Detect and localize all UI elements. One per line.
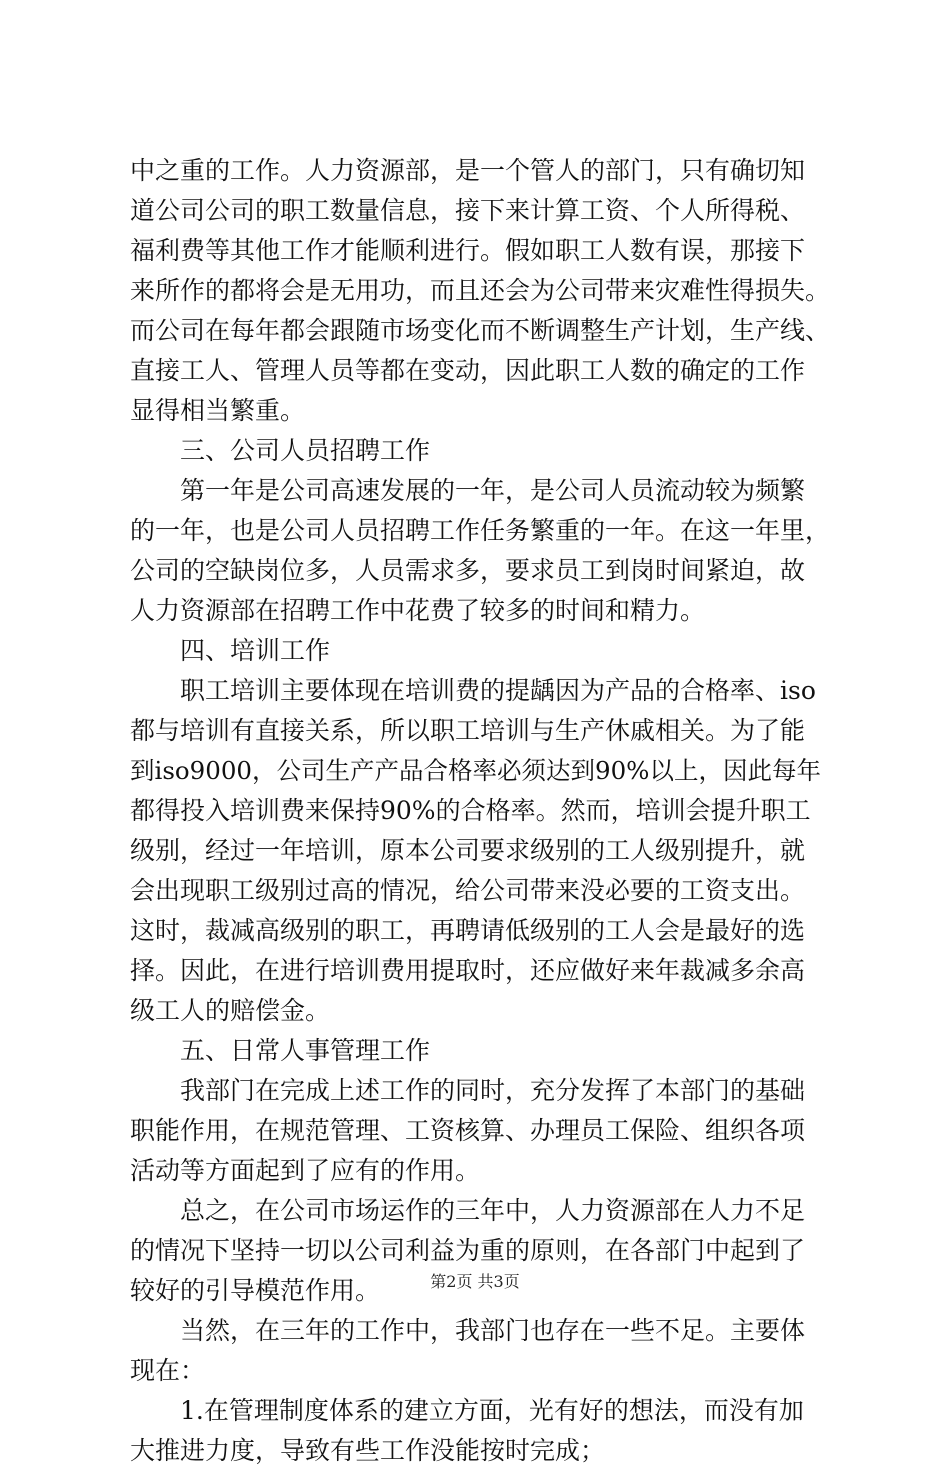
text-line: 而公司在每年都会跟随市场变化而不断调整生产计划，生产线、 bbox=[130, 316, 831, 345]
text-line: 三、公司人员招聘工作 bbox=[180, 436, 431, 465]
text-line: 都与培训有直接关系，所以职工培训与生产休戚相关。为了能 bbox=[130, 716, 806, 745]
page-footer: 第2页 共3页 bbox=[430, 1272, 520, 1291]
text-line: 1.在管理制度体系的建立方面，光有好的想法，而没有加 bbox=[180, 1396, 804, 1425]
text-line: 的一年，也是公司人员招聘工作任务繁重的一年。在这一年里， bbox=[130, 516, 831, 545]
text-line: 活动等方面起到了应有的作用。 bbox=[130, 1156, 481, 1185]
text-line: 第一年是公司高速发展的一年，是公司人员流动较为频繁 bbox=[180, 476, 806, 505]
text-line: 中之重的工作。人力资源部，是一个管人的部门，只有确切知 bbox=[130, 156, 806, 185]
text-line: 级别，经过一年培训，原本公司要求级别的工人级别提升，就 bbox=[130, 836, 806, 865]
text-line: 五、日常人事管理工作 bbox=[180, 1036, 431, 1065]
text-line: 这时，裁减高级别的职工，再聘请低级别的工人会是最好的选 bbox=[130, 916, 806, 945]
text-line: 总之，在公司市场运作的三年中，人力资源部在人力不足 bbox=[180, 1196, 806, 1225]
text-line: 公司的空缺岗位多，人员需求多，要求员工到岗时间紧迫，故 bbox=[130, 556, 806, 585]
text-line: 大推进力度，导致有些工作没能按时完成； bbox=[130, 1436, 606, 1465]
text-line: 人力资源部在招聘工作中花费了较多的时间和精力。 bbox=[130, 596, 706, 625]
text-line: 显得相当繁重。 bbox=[130, 396, 306, 425]
text-line: 直接工人、管理人员等都在变动，因此职工人数的确定的工作 bbox=[130, 356, 806, 385]
text-line: 都得投入培训费来保持90%的合格率。然而，培训会提升职工 bbox=[130, 796, 811, 825]
text-line: 职工培训主要体现在培训费的提龋因为产品的合格率、iso bbox=[180, 676, 816, 705]
text-line: 职能作用，在规范管理、工资核算、办理员工保险、组织各项 bbox=[130, 1116, 806, 1145]
text-line: 的情况下坚持一切以公司利益为重的原则，在各部门中起到了 bbox=[130, 1236, 806, 1265]
text-line: 到iso9000，公司生产产品合格率必须达到90%以上，因此每年 bbox=[130, 756, 821, 785]
text-line: 当然，在三年的工作中，我部门也存在一些不足。主要体 bbox=[180, 1316, 806, 1345]
text-line: 较好的引导模范作用。 bbox=[130, 1276, 381, 1305]
text-line: 道公司公司的职工数量信息，接下来计算工资、个人所得税、 bbox=[130, 196, 806, 225]
text-line: 来所作的都将会是无用功，而且还会为公司带来灾难性得损失。 bbox=[130, 276, 831, 305]
text-line: 级工人的赔偿金。 bbox=[130, 996, 331, 1025]
text-line: 福利费等其他工作才能顺利进行。假如职工人数有误，那接下 bbox=[130, 236, 806, 265]
text-line: 我部门在完成上述工作的同时，充分发挥了本部门的基础 bbox=[180, 1076, 806, 1105]
text-line: 择。因此，在进行培训费用提取时，还应做好来年裁减多余高 bbox=[130, 956, 806, 985]
text-line: 四、培训工作 bbox=[180, 636, 331, 665]
text-line: 会出现职工级别过高的情况，给公司带来没必要的工资支出。 bbox=[130, 876, 806, 905]
text-line: 现在： bbox=[130, 1356, 206, 1385]
